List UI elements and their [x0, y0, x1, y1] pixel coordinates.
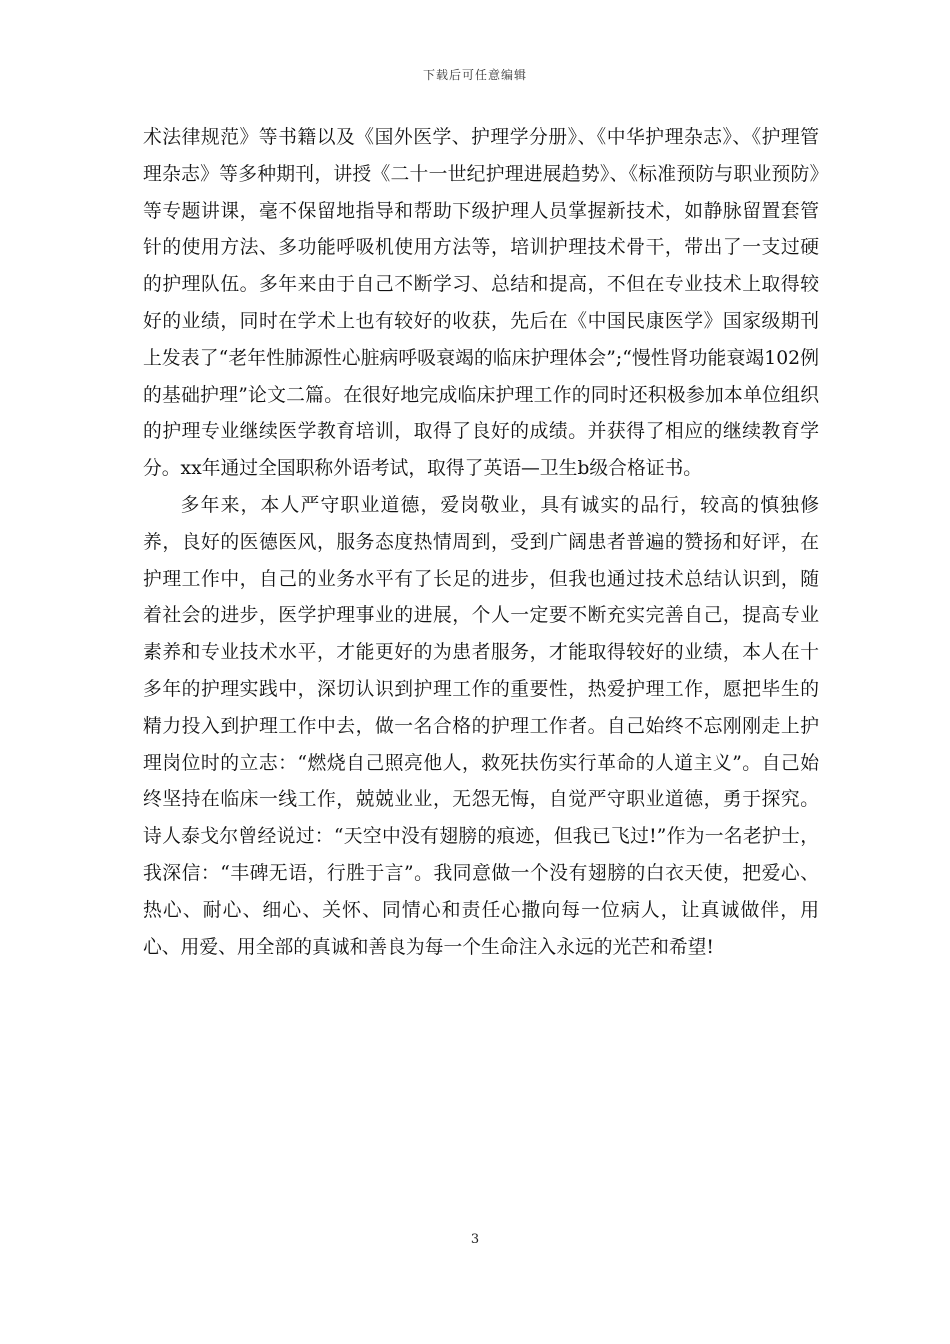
paragraph: 多年来，本人严守职业道德，爱岗敬业，具有诚实的品行，较高的慎独修养，良好的医德医风，服务态度热情周到，受到广阔患者普遍的赞扬和好评，在护理工作中，自己的业务水平有了长足的进步，但我也通过技术总结认识到，随着社会的进步，医学护理事业的进展，个人一定要不断充实完善自己，提高专业素养和专业技术水平，才能更好的为患者服务，才能取得较好的业绩，本人在十多年的护理实践中，深切认识到护理工作的重要性，热爱护理工作，愿把毕生的精力投入到护理工作中去，做一名合格的护理工作者。自己始终不忘刚刚走上护理岗位时的立志：“燃烧自己照亮他人，救死扶伤实行革命的人道主义”。自己始终坚持在临床一线工作，兢兢业业，无怨无悔，自觉严守职业道德，勇于探究。诗人泰戈尔曾经说过：“天空中没有翅膀的痕迹，但我已飞过!”作为一名老护士，我深信：“丰碑无语，行胜于言”。我同意做一个没有翅膀的白衣天使，把爱心、热心、耐心、细心、关怀、同情心和责任心撒向每一位病人，让真诚做伴，用心、用爱、用全部的真诚和善良为每一个生命注入永远的光芒和希望! — [143, 494, 819, 958]
document-body — [143, 120, 819, 966]
page-header: 下载后可任意编辑 — [422, 68, 527, 82]
page-number: 3 — [470, 1232, 480, 1247]
paragraph-continued: 术法律规范》等书籍以及《国外医学、护理学分册》、《中华护理杂志》、《护理管理杂志》等多种期刊，讲授《二十一世纪护理进展趋势》、《标准预防与职业预防》等专题讲课，毫不保留地指导和帮助下级护理人员掌握新技术，如静脉留置套管针的使用方法、多功能呼吸机使用方法等，培训护理技术骨干，带出了一支过硬的护理队伍。多年来由于自己不断学习、总结和提高，不但在专业技术上取得较好的业绩，同时在学术上也有较好的收获，先后在《中国民康医学》国家级期刊上发表了“老年性肺源性心脏病呼吸衰竭的临床护理体会”;“慢性肾功能衰竭102例的基础护理”论文二篇。在很好地完成临床护理工作的同时还积极参加本单位组织的护理专业继续医学教育培训，取得了良好的成绩。并获得了相应的继续教育学分。xx年通过全国职称外语考试，取得了英语—卫生b级合格证书。 — [143, 127, 819, 480]
